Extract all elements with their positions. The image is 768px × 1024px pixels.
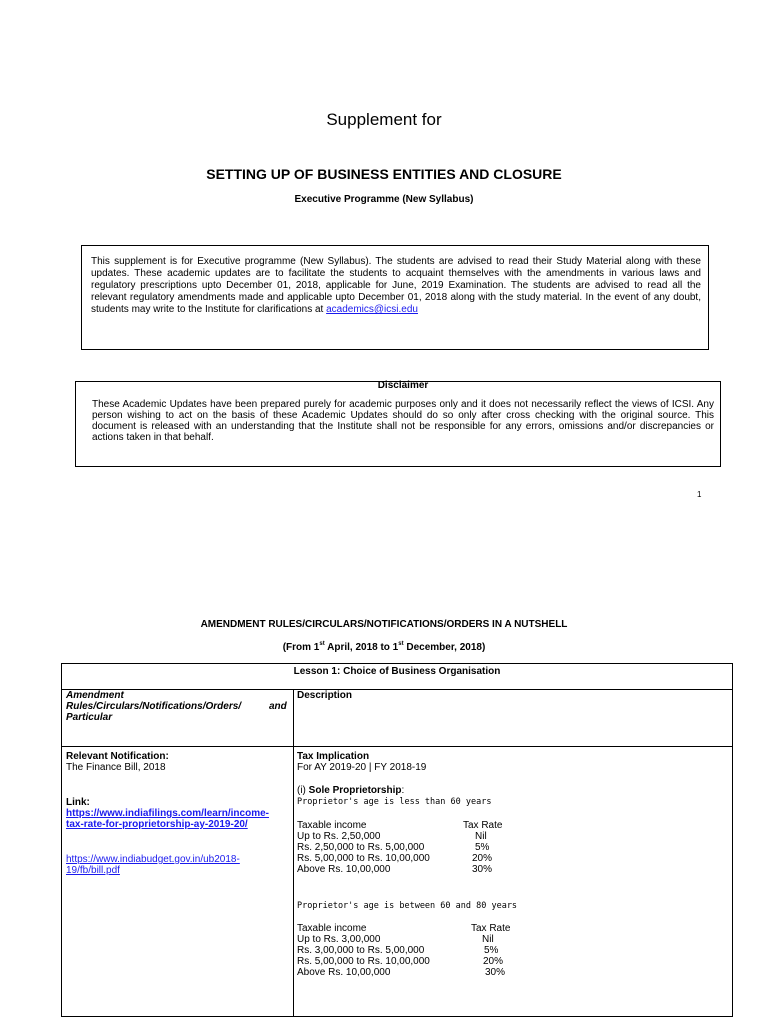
table-column-divider bbox=[293, 689, 294, 1016]
indiafilings-link-line1[interactable]: https://www.indiafilings.com/learn/income- bbox=[66, 808, 269, 819]
slab-rate: 20% bbox=[483, 956, 504, 967]
relevant-notification-value: The Finance Bill, 2018 bbox=[66, 762, 166, 773]
slab-rate: 30% bbox=[485, 967, 506, 978]
slab-range: Rs. 3,00,000 to Rs. 5,00,000 bbox=[297, 945, 425, 956]
table-rule-1 bbox=[62, 689, 732, 690]
indiabudget-link-line1[interactable]: https://www.indiabudget.gov.in/ub2018- bbox=[66, 854, 240, 865]
date-sup-1: st bbox=[319, 641, 325, 647]
slab-rate: Nil bbox=[482, 934, 494, 945]
nutshell-title: AMENDMENT RULES/CIRCULARS/NOTIFICATIONS/ORDERS IN A NUTSHELL bbox=[200, 619, 568, 630]
slab-range: Above Rs. 10,00,000 bbox=[297, 967, 391, 978]
table-rule-2 bbox=[62, 746, 732, 747]
tax-rate-header: Tax Rate bbox=[471, 923, 511, 934]
slab-range: Rs. 5,00,000 to Rs. 10,00,000 bbox=[297, 853, 430, 864]
slab-range: Rs. 2,50,000 to Rs. 5,00,000 bbox=[297, 842, 425, 853]
age-note-below-60: Proprietor's age is less than 60 years bbox=[297, 797, 492, 807]
programme-subtitle: Executive Programme (New Syllabus) bbox=[294, 194, 474, 205]
slab-range: Up to Rs. 2,50,000 bbox=[297, 831, 381, 842]
slab-range: Up to Rs. 3,00,000 bbox=[297, 934, 381, 945]
slab-range: Rs. 5,00,000 to Rs. 10,00,000 bbox=[297, 956, 430, 967]
date-sup-2: st bbox=[398, 641, 404, 647]
intro-body: This supplement is for Executive programme (New Syllabus). The students are advised to read their Study Material along with these updates. These academic updates are to facilitate the students to acquaint themselves with the amendments in various laws and regulatory prescriptions upto December 01, 2018, applicable for June, 2019 Examination. The students are advised to read all the relevant regulatory amendments made and applicable upto December 01, 2018 along with the study material. In the event of any doubt, students may write to the Institute for clarifications at bbox=[91, 256, 701, 315]
intro-text bbox=[91, 256, 701, 316]
sole-label: Sole Proprietorship bbox=[308, 785, 402, 796]
assessment-year-line: For AY 2019-20 | FY 2018-19 bbox=[297, 762, 427, 773]
link-label: Link: bbox=[66, 797, 90, 808]
date-range bbox=[0, 642, 768, 653]
slab-rate: 30% bbox=[472, 864, 493, 875]
indiabudget-link-line2[interactable]: 19/fb/bill.pdf bbox=[66, 865, 120, 876]
document-title: SETTING UP OF BUSINESS ENTITIES AND CLOSURE bbox=[206, 166, 562, 182]
sole-prefix: (i) bbox=[297, 785, 309, 796]
sole-suffix: : bbox=[401, 785, 405, 796]
age-note-60-to-80: Proprietor's age is between 60 and 80 years bbox=[297, 901, 518, 911]
intro-box bbox=[81, 245, 709, 350]
sole-proprietorship-line bbox=[297, 785, 404, 796]
slab-range: Above Rs. 10,00,000 bbox=[297, 864, 391, 875]
tax-rate-header: Tax Rate bbox=[463, 820, 503, 831]
date-mid: April, 2018 to 1 bbox=[324, 642, 399, 653]
lesson-heading: Lesson 1: Choice of Business Organisation bbox=[293, 666, 501, 677]
col2-header: Description bbox=[297, 690, 353, 701]
disclaimer-text: These Academic Updates have been prepared purely for academic purposes only and it does not necessarily reflect the views of ICSI. Any person wishing to act on the basis of these Academic Updates should do so only after cross checking with the original source. This document is released with an understanding that the Institute shall not be responsible for any errors, omissions and/or discrepancies or actions taken in that behalf. bbox=[92, 399, 714, 443]
disclaimer-box bbox=[75, 381, 721, 467]
amendments-table bbox=[61, 663, 733, 1017]
taxable-income-header: Taxable income bbox=[297, 820, 367, 831]
col1-header-line3: Particular bbox=[66, 712, 113, 723]
slab-rate: 5% bbox=[484, 945, 499, 956]
relevant-notification-label: Relevant Notification: bbox=[66, 751, 169, 762]
taxable-income-header: Taxable income bbox=[297, 923, 367, 934]
col1-header-line1: Amendment bbox=[66, 690, 124, 701]
indiafilings-link-line2[interactable]: tax-rate-for-proprietorship-ay-2019-20/ bbox=[66, 819, 248, 830]
slab-rate: 20% bbox=[472, 853, 493, 864]
email-link[interactable]: academics@icsi.edu bbox=[326, 304, 418, 315]
date-prefix: (From 1 bbox=[282, 642, 320, 653]
page-number: 1 bbox=[697, 490, 702, 499]
slab-rate: Nil bbox=[475, 831, 487, 842]
tax-implication-heading: Tax Implication bbox=[297, 751, 370, 762]
col1-header-and: and bbox=[269, 701, 287, 712]
date-suffix: December, 2018) bbox=[403, 642, 486, 653]
slab-rate: 5% bbox=[475, 842, 490, 853]
disclaimer-heading: Disclaimer bbox=[377, 380, 429, 391]
col1-header-line2: Rules/Circulars/Notifications/Orders/ bbox=[66, 701, 242, 712]
supplement-heading: Supplement for bbox=[326, 110, 442, 129]
